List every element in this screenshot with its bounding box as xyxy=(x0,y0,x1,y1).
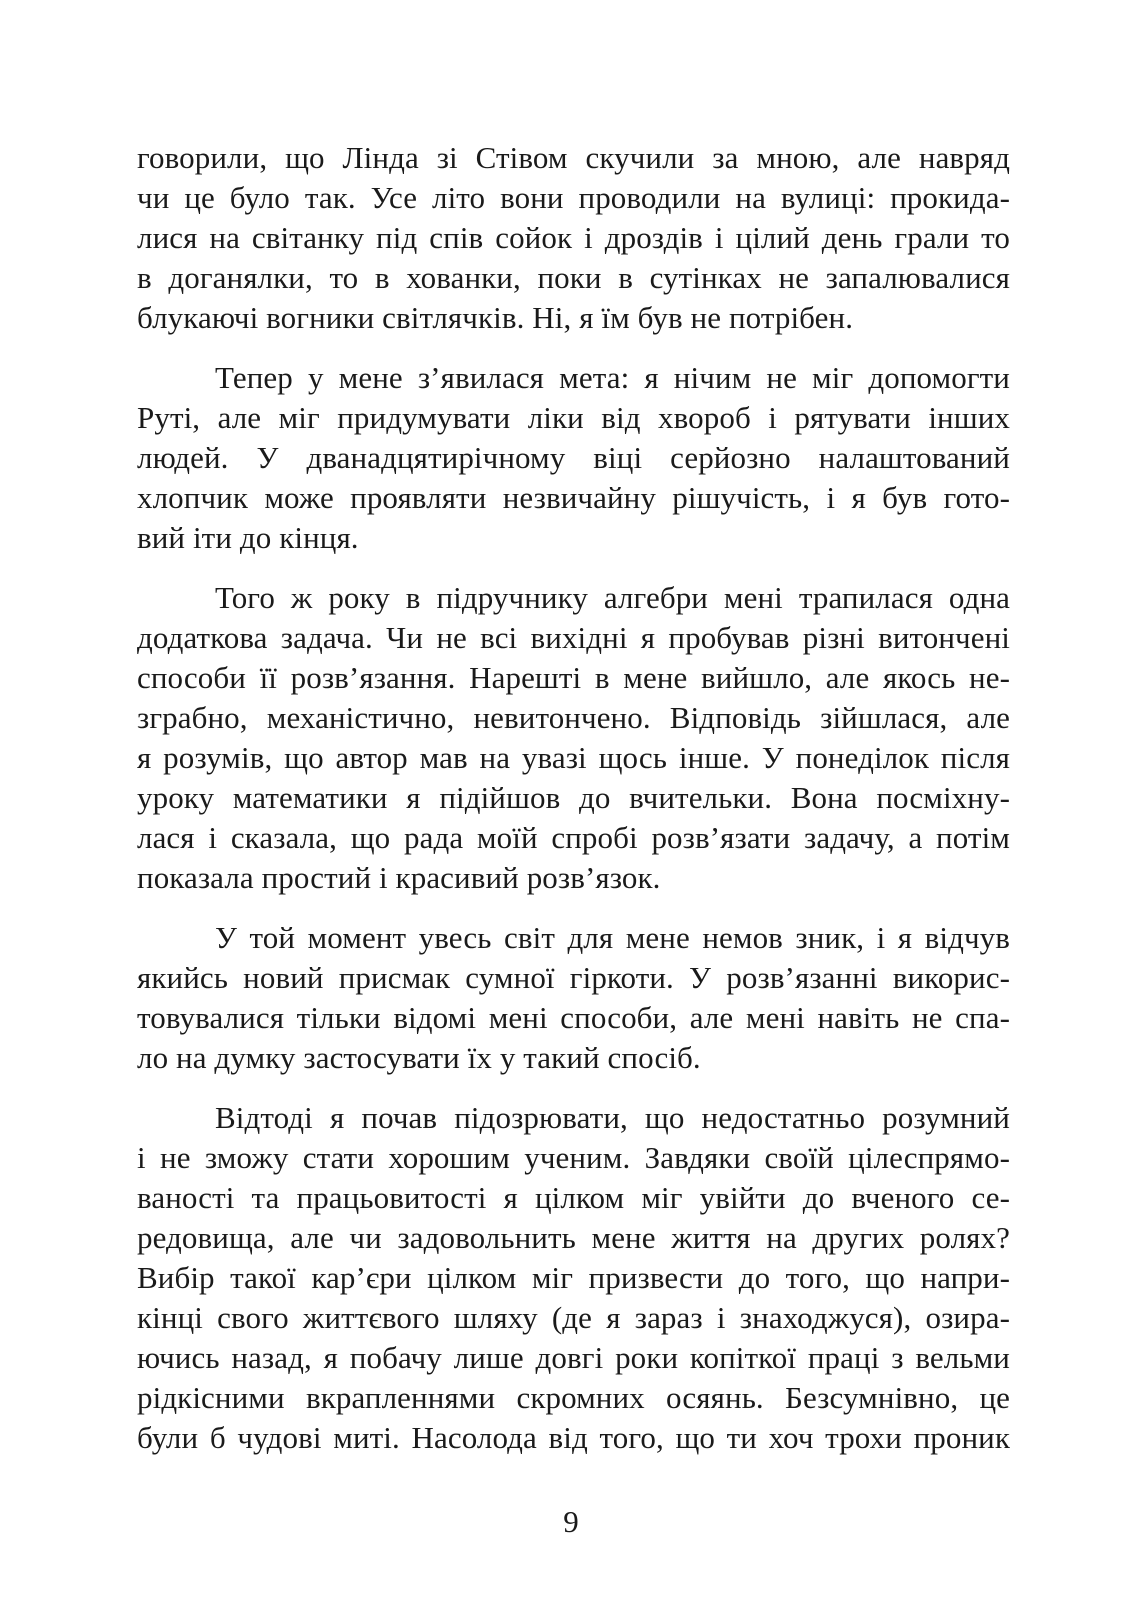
text-line: лася і сказала, що рада моїй спробі розв’язати задачу, а потім xyxy=(137,820,1010,855)
paragraph-2 xyxy=(137,358,1010,558)
text-line: товувалися тільки відомі мені способи, але мені навіть не спа- xyxy=(137,1000,1010,1035)
text-line: редовища, але чи задовольнить мене життя на других ролях? xyxy=(137,1220,1010,1255)
text-line: кінці свого життєвого шляху (де я зараз і знаходжуся), озира- xyxy=(137,1300,1010,1335)
paragraph-4 xyxy=(137,918,1010,1078)
text-line: Руті, але міг придумувати ліки від хвороб і рятувати інших xyxy=(137,400,1010,435)
text-line: показала простий і красивий розв’язок. xyxy=(137,860,661,895)
text-line: Відтоді я почав підозрювати, що недостатньо розумний xyxy=(215,1100,1010,1135)
text-line: говорили, що Лінда зі Стівом скучили за мною, але навряд xyxy=(137,140,1010,175)
text-line: рідкісними вкрапленнями скромних осяянь. Безсумнівно, це xyxy=(137,1380,1010,1415)
text-line: ючись назад, я побачу лише довгі роки копіткої праці з вельми xyxy=(137,1340,1010,1375)
text-line: ваності та працьовитості я цілком міг увійти до вченого се- xyxy=(137,1180,1010,1215)
text-line: людей. У дванадцятирічному віці серйозно налаштований xyxy=(137,440,1010,475)
text-line: ло на думку застосувати їх у такий спосіб. xyxy=(137,1040,701,1075)
text-line: чи це було так. Усе літо вони проводили на вулиці: прокида- xyxy=(137,180,1010,215)
text-line: Того ж року в підручнику алгебри мені трапилася одна xyxy=(215,580,1010,615)
paragraph-5 xyxy=(137,1098,1010,1458)
text-line: хлопчик може проявляти незвичайну рішучість, і я був гото- xyxy=(137,480,1010,515)
text-line: вий іти до кінця. xyxy=(137,520,359,555)
text-line: зграбно, механістично, невитончено. Відповідь зійшлася, але xyxy=(137,700,1010,735)
page-number: 9 xyxy=(563,1504,579,1539)
text-line: я розумів, що автор мав на увазі щось інше. У понеділок після xyxy=(137,740,1010,775)
text-line: і не зможу стати хорошим ученим. Завдяки своїй цілеспрямо- xyxy=(137,1140,1010,1175)
text-line: уроку математики я підійшов до вчительки. Вона посміхну- xyxy=(137,780,1010,815)
paragraph-1 xyxy=(137,138,1010,338)
text-line: блукаючі вогники світлячків. Ні, я їм був не потрібен. xyxy=(137,300,854,335)
text-line: якийсь новий присмак сумної гіркоти. У розв’язанні викорис- xyxy=(137,960,1010,995)
text-line: в доганялки, то в хованки, поки в сутінках не запалювалися xyxy=(137,260,1010,295)
page-body xyxy=(137,138,1010,1478)
text-line: лися на світанку під спів сойок і дроздів і цілий день грали то xyxy=(137,220,1010,255)
text-line: були б чудові миті. Насолода від того, що ти хоч трохи проник xyxy=(137,1420,1010,1455)
text-line: У той момент увесь світ для мене немов зник, і я відчув xyxy=(215,920,1010,955)
text-line: Тепер у мене з’явилася мета: я нічим не міг допомогти xyxy=(215,360,1010,395)
text-line: додаткова задача. Чи не всі вихідні я пробував різні витончені xyxy=(137,620,1010,655)
text-line: способи її розв’язання. Нарешті в мене вийшло, але якось не- xyxy=(137,660,1010,695)
paragraph-3 xyxy=(137,578,1010,898)
text-line: Вибір такої кар’єри цілком міг призвести до того, що напри- xyxy=(137,1260,1010,1295)
